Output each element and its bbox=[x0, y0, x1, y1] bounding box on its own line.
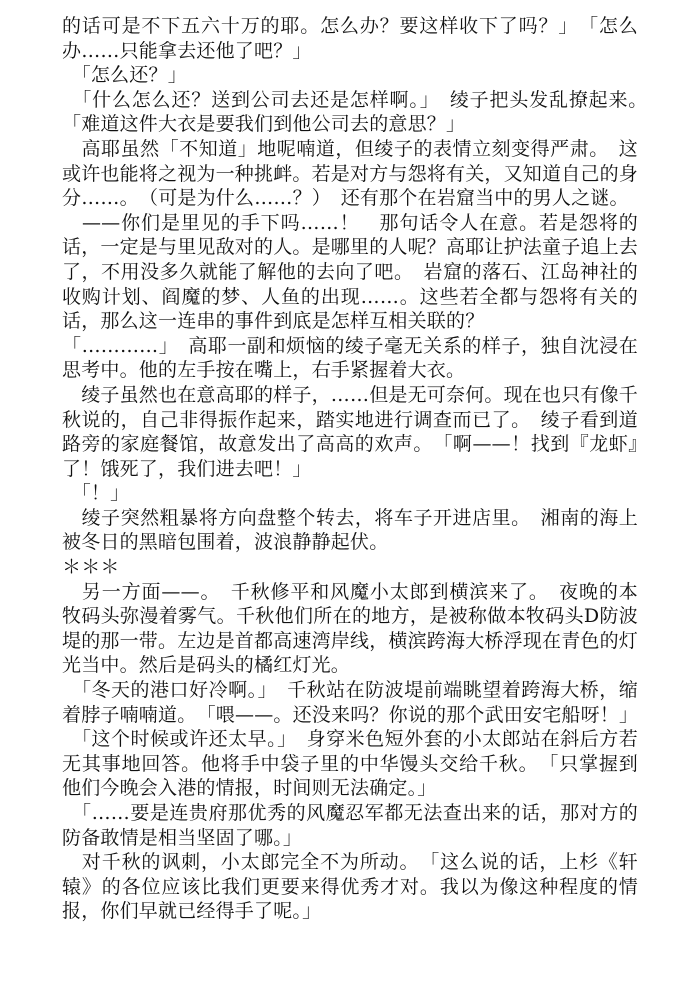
paragraph-11: 「冬天的港口好冷啊。」 千秋站在防波堤前端眺望着跨海大桥，缩着脖子喃喃道。 「喂——。还没来吗？你说的那个武田安宅船呀！」 bbox=[62, 679, 639, 726]
paragraph-13: 「……要是连贵府那优秀的风魔忍军都无法查出来的话，那对方的防备敢情是相当坚固了哪。」 bbox=[62, 802, 638, 849]
paragraph-7: 绫子虽然也在意高耶的样子，……但是无可奈何。现在也只有像千秋说的，自己非得振作起来，踏实地进行调查而已了。 绫子看到道路旁的家庭餐馆，故意发出了高高的欢声。 「啊——！找到『龙虾』了！饿死了，我们进去吧！」 bbox=[62, 383, 639, 480]
document-page bbox=[62, 14, 658, 924]
paragraph-8: 「！」 bbox=[62, 482, 130, 505]
paragraph-9: 绫子突然粗暴将方向盘整个转去，将车子开进店里。 湘南的海上被冬日的黑暗包围着，波浪静静起伏。 bbox=[62, 506, 638, 554]
paragraph-6: 「…………」 高耶一副和烦恼的绫子毫无关系的样子，独自沈浸在思考中。他的左手按在嘴上，右手紧握着大衣。 bbox=[62, 334, 638, 382]
paragraph-12: 「这个时候或许还太早。」 身穿米色短外套的小太郎站在斜后方若无其事地回答。他将手中袋子里的中华馒头交给千秋。 「只掌握到他们今晚会入港的情报，时间则无法确定。」 bbox=[62, 728, 638, 800]
paragraph-10: 另一方面——。 千秋修平和风魔小太郎到横滨来了。 夜晚的本牧码头弥漫着雾气。千秋他们所在的地方，是被称做本牧码头D防波堤的那一带。左边是首都高速湾岸线，横滨跨海大桥浮现在青色的灯光当中。然后是码头的橘红灯光。 bbox=[62, 580, 639, 677]
paragraph-4: 高耶虽然「不知道」地呢喃道，但绫子的表情立刻变得严肃。 这或许也能将之视为一种挑衅。若是对方与怨将有关，又知道自己的身分……。 （可是为什么……？） 还有那个在岩窟当中的男人之谜。 bbox=[62, 137, 639, 210]
paragraph-1: 的话可是不下五六十万的耶。怎么办？要这样收下了吗？」 「怎么办……只能拿去还他了吧？」 bbox=[62, 15, 638, 62]
paragraph-5: ——你们是里见的手下吗……！ 那句话令人在意。若是怨将的话，一定是与里见敌对的人。是哪里的人呢？高耶让护法童子追上去了，不用没多久就能了解他的去向了吧。 岩窟的落石、江岛神社的收购计划、阎魔的梦、人鱼的出现……。这些若全都与怨将有关的话，那么这一连串的事件到底是怎样互相关联的？ bbox=[62, 211, 639, 333]
paragraph-14: 对千秋的讽刺，小太郎完全不为所动。 「这么说的话，上杉《轩辕》的各位应该比我们更要来得优秀才对。我以为像这种程度的情报，你们早就已经得手了呢。」 bbox=[62, 851, 638, 923]
paragraph-3: 「什么怎么还？送到公司去还是怎样啊。」 绫子把头发乱撩起来。 「难道这件大衣是要我们到他公司去的意思？」 bbox=[62, 88, 658, 136]
section-break: ＊＊＊ bbox=[62, 556, 120, 579]
paragraph-2: 「怎么还？」 bbox=[62, 64, 187, 87]
